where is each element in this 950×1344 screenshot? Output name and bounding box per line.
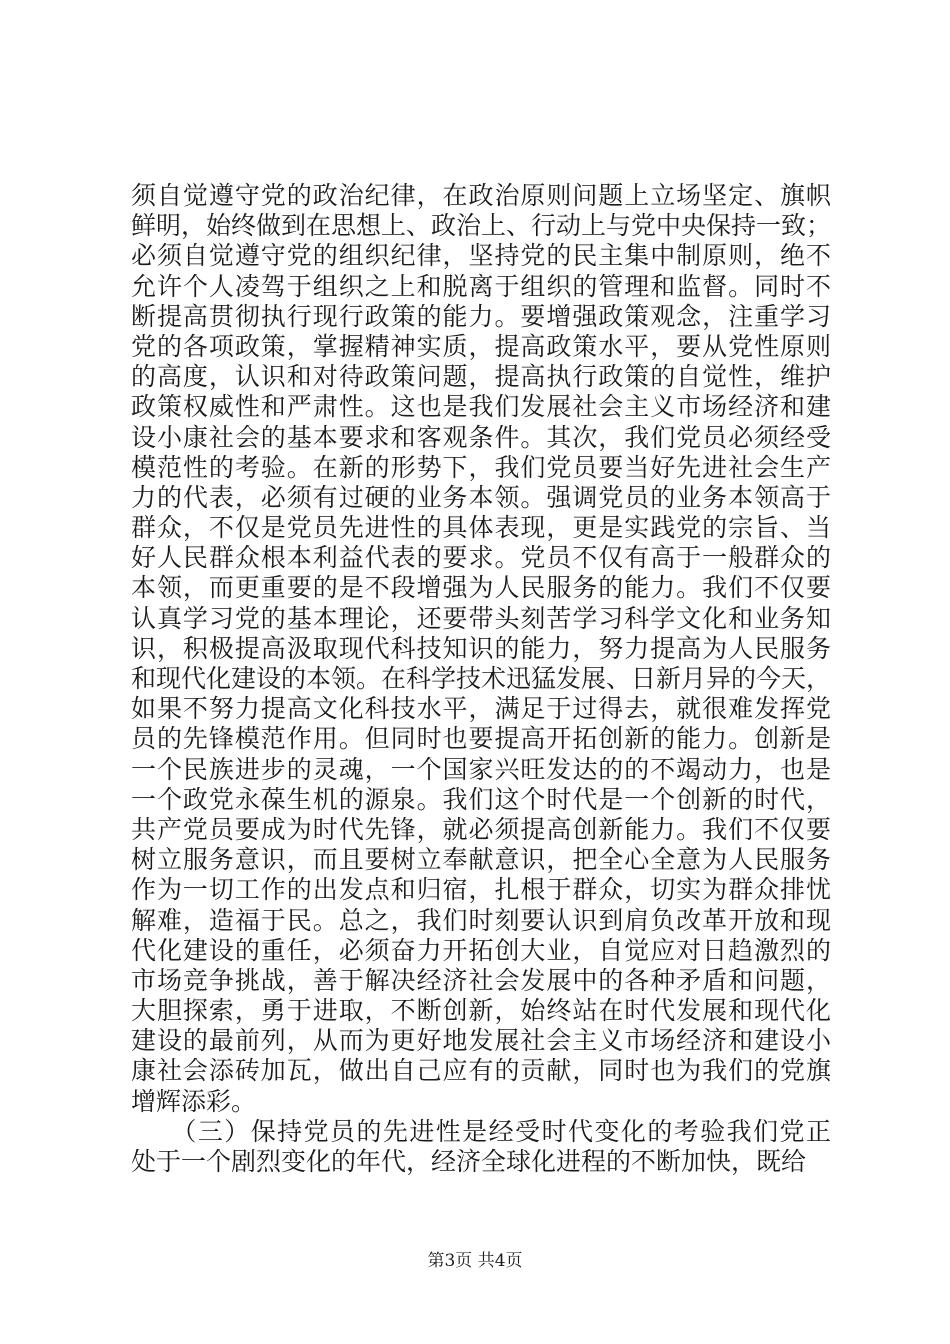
text-line: 必须自觉遵守党的组织纪律，坚持党的民主集中制原则，绝不 xyxy=(131,241,831,271)
page-footer: 第3页 共4页 xyxy=(427,1251,523,1271)
text-line: 建设的最前列，从而为更好地发展社会主义市场经济和建设小 xyxy=(131,1026,831,1056)
text-line: 大胆探索，勇于进取，不断创新，始终站在时代发展和现代化 xyxy=(131,996,831,1026)
text-line: 允许个人凌驾于组织之上和脱离于组织的管理和监督。同时不 xyxy=(131,271,831,301)
body-text xyxy=(131,181,831,1177)
text-line: 作为一切工作的出发点和归宿，扎根于群众，切实为群众排忧 xyxy=(131,875,831,905)
text-line: 树立服务意识，而且要树立奉献意识，把全心全意为人民服务 xyxy=(131,845,831,875)
text-line: 处于一个剧烈变化的年代，经济全球化进程的不断加快，既给 xyxy=(131,1147,807,1176)
text-line: 如果不努力提高文化科技水平，满足于过得去，就很难发挥党 xyxy=(131,694,831,724)
text-line: 党的各项政策，掌握精神实质，提高政策水平，要从党性原则 xyxy=(131,331,831,361)
text-line: 市场竞争挑战，善于解决经济社会发展中的各种矛盾和问题， xyxy=(131,965,831,995)
text-line: 群众，不仅是党员先进性的具体表现，更是实践党的宗旨、当 xyxy=(131,513,831,543)
text-line: 模范性的考验。在新的形势下，我们党员要当好先进社会生产 xyxy=(131,452,831,482)
text-line: 识，积极提高汲取现代科技知识的能力，努力提高为人民服务 xyxy=(131,633,831,663)
text-line: 鲜明，始终做到在思想上、政治上、行动上与党中央保持一致； xyxy=(131,211,831,241)
text-line: 断提高贯彻执行现行政策的能力。要增强政策观念，注重学习 xyxy=(131,301,831,331)
text-line: 本领，而更重要的是不段增强为人民服务的能力。我们不仅要 xyxy=(131,573,831,603)
text-line: 和现代化建设的本领。在科学技术迅猛发展、日新月异的今天， xyxy=(131,664,831,693)
text-line: 员的先锋模范作用。但同时也要提高开拓创新的能力。创新是 xyxy=(131,724,831,754)
text-line: 的高度，认识和对待政策问题，提高执行政策的自觉性，维护 xyxy=(131,362,831,392)
text-line: （三）保持党员的先进性是经受时代变化的考验我们党正 xyxy=(131,1116,831,1146)
text-line: 设小康社会的基本要求和客观条件。其次，我们党员必须经受 xyxy=(131,422,831,452)
text-line: 一个政党永葆生机的源泉。我们这个时代是一个创新的时代， xyxy=(131,784,831,814)
text-line: 解难，造福于民。总之，我们时刻要认识到肩负改革开放和现 xyxy=(131,905,831,935)
text-line: 康社会添砖加瓦，做出自己应有的贡献，同时也为我们的党旗 xyxy=(131,1056,831,1086)
text-line: 力的代表，必须有过硬的业务本领。强调党员的业务本领高于 xyxy=(131,482,831,512)
text-line: 一个民族进步的灵魂，一个国家兴旺发达的的不竭动力，也是 xyxy=(131,754,831,784)
text-line: 增辉添彩。 xyxy=(131,1086,257,1116)
text-line: 认真学习党的基本理论，还要带头刻苦学习科学文化和业务知 xyxy=(131,603,831,633)
text-line: 政策权威性和严肃性。这也是我们发展社会主义市场经济和建 xyxy=(131,392,831,422)
text-line: 须自觉遵守党的政治纪律，在政治原则问题上立场坚定、旗帜 xyxy=(131,181,831,210)
text-line: 共产党员要成为时代先锋，就必须提高创新能力。我们不仅要 xyxy=(131,814,831,844)
text-line: 好人民群众根本利益代表的要求。党员不仅有高于一般群众的 xyxy=(131,543,831,573)
text-line: 代化建设的重任，必须奋力开拓创大业，自觉应对日趋激烈的 xyxy=(131,935,831,965)
